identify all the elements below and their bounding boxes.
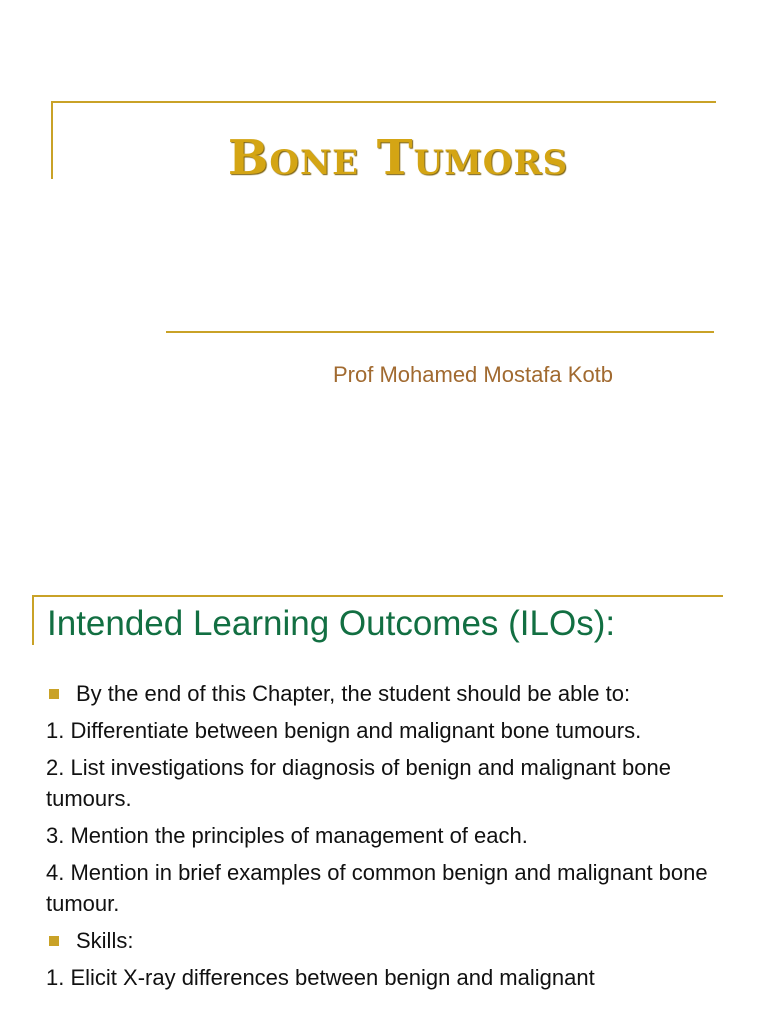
skills-label: Skills: bbox=[76, 928, 134, 953]
bullet-square-icon bbox=[49, 689, 59, 699]
ilo-body bbox=[46, 678, 746, 999]
intro-text: By the end of this Chapter, the student should be able to: bbox=[76, 681, 631, 706]
frame-top-line bbox=[32, 595, 723, 597]
list-item bbox=[46, 925, 746, 956]
list-item: 2. List investigations for diagnosis of benign and malignant bone tumours. bbox=[46, 755, 671, 811]
slide-title: Bone Tumors bbox=[227, 130, 569, 186]
list-item: 4. Mention in brief examples of common benign and malignant bone tumour. bbox=[46, 860, 708, 916]
ilo-slide bbox=[0, 560, 768, 1024]
list-item bbox=[46, 678, 746, 709]
ilo-heading: Intended Learning Outcomes (ILOs): bbox=[47, 604, 616, 643]
list-item: 1. Differentiate between benign and malignant bone tumours. bbox=[46, 718, 642, 743]
frame-left-line bbox=[32, 595, 34, 645]
bullet-square-icon bbox=[49, 936, 59, 946]
list-item: 3. Mention the principles of management of each. bbox=[46, 823, 528, 848]
author-name: Prof Mohamed Mostafa Kotb bbox=[333, 362, 614, 387]
list-item: 1. Elicit X-ray differences between benign and malignant bbox=[46, 965, 595, 990]
title-divider bbox=[166, 331, 714, 333]
frame-top-line bbox=[51, 101, 716, 103]
